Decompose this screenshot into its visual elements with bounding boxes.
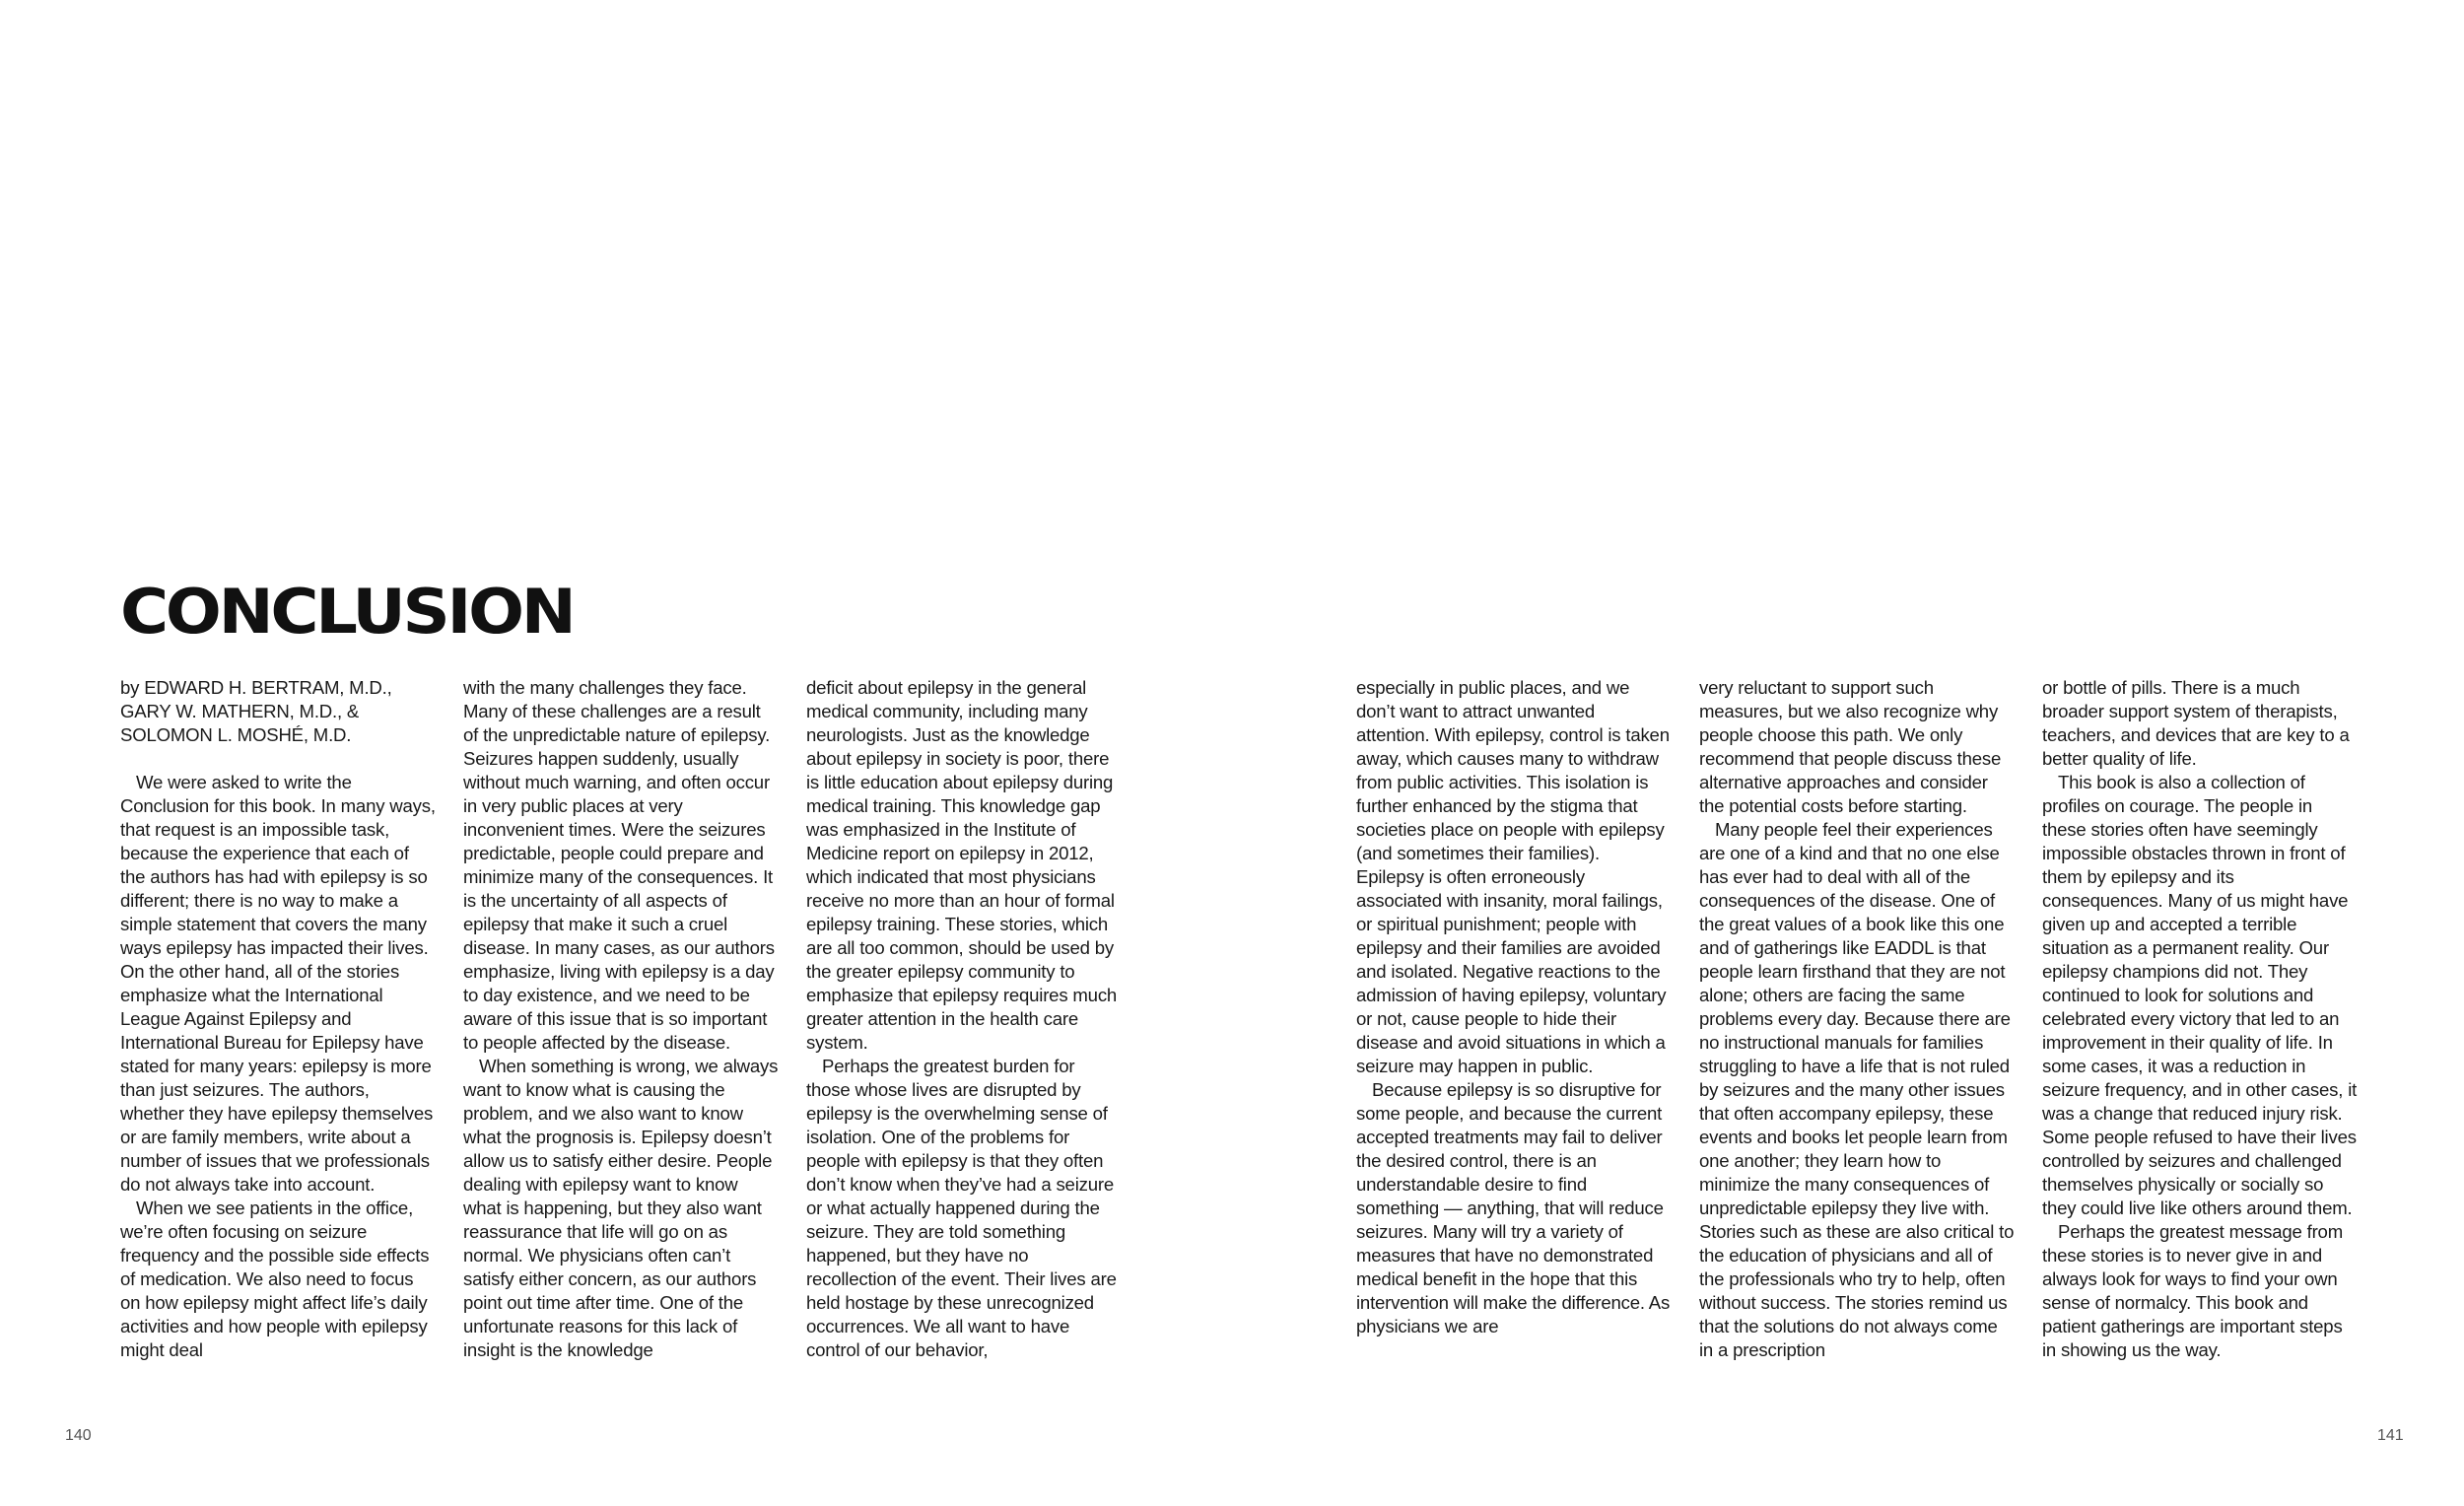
byline-author-3: SOLOMON L. MOSHÉ, M.D. [120,724,352,745]
byline-author-2: GARY W. MATHERN, M.D., & [120,701,360,721]
chapter-title: CONCLUSION [120,576,574,648]
paragraph: When something is wrong, we always want to know what is causing the problem, and we also want to know what the prognosis is. Epilepsy doesn’t allow us to satisfy either desire. People dealing with epilepsy want to know what is happening, but they also want reassurance that life will go on as normal. We physicians often can’t satisfy either concern, as our authors point out time after time. One of the unfortunate reasons for this lack of insight is the knowledge [463,1056,779,1360]
paragraph: Many people feel their experiences are one of a kind and that no one else has ever had to deal with all of the consequences of the disease. One of the great values of a book like this one and of gatherings like EADDL is that people learn firsthand that they are not alone; others are facing the same problems every day. Because there are no instructional manuals for families struggling to have a life that is not ruled by seizures and the many other issues that often accompany epilepsy, these events and books let people learn from one another; they learn how to minimize the many consequences of unpredictable epilepsy they live with. Stories such as these are also critical to the education of physicians and all of the professionals who try to help, often without success. The stories remind us that the solutions do not always come in a prescription [1699,819,2015,1360]
paragraph-continued: with the many challenges they face. Many of these challenges are a result of the unpredictable nature of epilepsy. Seizures happen suddenly, usually without much warning, and often occur in very public places at very inconvenient times. Were the seizures predictable, people could prepare and minimize many of the consequences. It is the uncertainty of all aspects of epilepsy that make it such a cruel disease. In many cases, as our authors emphasize, living with epilepsy is a day to day existence, and we need to be aware of this issue that is so important to people affected by the disease. [463,677,775,1053]
text-column-6 [2042,676,2358,1362]
text-column-1 [120,676,436,1362]
page-number-left: 140 [65,1427,92,1444]
paragraph: Because epilepsy is so disruptive for some people, and because the current accepted treatments may fail to deliver the desired control, there is an understandable desire to find something — anything, that will reduce seizures. Many will try a variety of measures that have no demonstrated medical benefit in the hope that this intervention will make the difference. As physicians we are [1356,1079,1671,1336]
byline-author-1: by EDWARD H. BERTRAM, M.D., [120,677,392,698]
paragraph-continued: especially in public places, and we don’t want to attract unwanted attention. With epilepsy, control is taken away, which causes many to withdraw from public activities. This isolation is further enhanced by the stigma that societies place on people with epilepsy (and sometimes their families). Epilepsy is often erroneously associated with insanity, moral failings, or spiritual punishment; people with epilepsy and their families are avoided and isolated. Negative reactions to the admission of having epilepsy, voluntary or not, cause people to hide their disease and avoid situations in which a seizure may happen in public. [1356,677,1670,1076]
paragraph-continued: very reluctant to support such measures, but we also recognize why people choose this path. We only recommend that people discuss these alternative approaches and consider the potential costs before starting. [1699,677,2002,816]
paragraph: This book is also a collection of profiles on courage. The people in these stories often have seemingly impossible obstacles thrown in front of them by epilepsy and its consequences. Many of us might have given up and accepted a terrible situation as a permanent reality. Our epilepsy champions did not. They continued to look for solutions and celebrated every victory that led to an improvement in their quality of life. In some cases, it was a reduction in seizure frequency, and in other cases, it was a change that reduced injury risk. Some people refused to have their lives controlled by seizures and challenged themselves physically or socially so they could live like others around them. [2042,772,2358,1218]
paragraph-continued: deficit about epilepsy in the general medical community, including many neurologists. Just as the knowledge about epilepsy in society is poor, there is little education about epilepsy during medical training. This knowledge gap was emphasized in the Institute of Medicine report on epilepsy in 2012, which indicated that most physicians receive no more than an hour of formal epilepsy training. These stories, which are all too common, should be used by the greater epilepsy community to emphasize that epilepsy requires much greater attention in the health care system. [806,677,1118,1053]
paragraph: When we see patients in the office, we’re often focusing on seizure frequency and the possible side effects of medication. We also need to focus on how epilepsy might affect life’s daily activities and how people with epilepsy might deal [120,1198,430,1360]
text-column-4 [1356,676,1672,1338]
text-column-3 [806,676,1122,1362]
text-column-5 [1699,676,2015,1362]
byline [120,676,436,747]
page-number-right: 141 [2377,1427,2404,1444]
paragraph: Perhaps the greatest message from these stories is to never give in and always look for ways to find your own sense of normalcy. This book and patient gatherings are important steps in showing us the way. [2042,1221,2343,1360]
paragraph-continued: or bottle of pills. There is a much broader support system of therapists, teachers, and devices that are key to a better quality of life. [2042,677,2350,769]
paragraph: Perhaps the greatest burden for those whose lives are disrupted by epilepsy is the overwhelming sense of isolation. One of the problems for people with epilepsy is that they often don’t know when they’ve had a seizure or what actually happened during the seizure. They are told something happened, but they have no recollection of the event. Their lives are held hostage by these unrecognized occurrences. We all want to have control of our behavior, [806,1056,1117,1360]
paragraph: We were asked to write the Conclusion for this book. In many ways, that request is an impossible task, because the experience that each of the authors has had with epilepsy is so different; there is no way to make a simple statement that covers the many ways epilepsy has impacted their lives. On the other hand, all of the stories emphasize what the International League Against Epilepsy and International Bureau for Epilepsy have stated for many years: epilepsy is more than just seizures. The authors, whether they have epilepsy themselves or are family members, write about a number of issues that we professionals do not always take into account. [120,772,436,1195]
text-column-2 [463,676,779,1362]
